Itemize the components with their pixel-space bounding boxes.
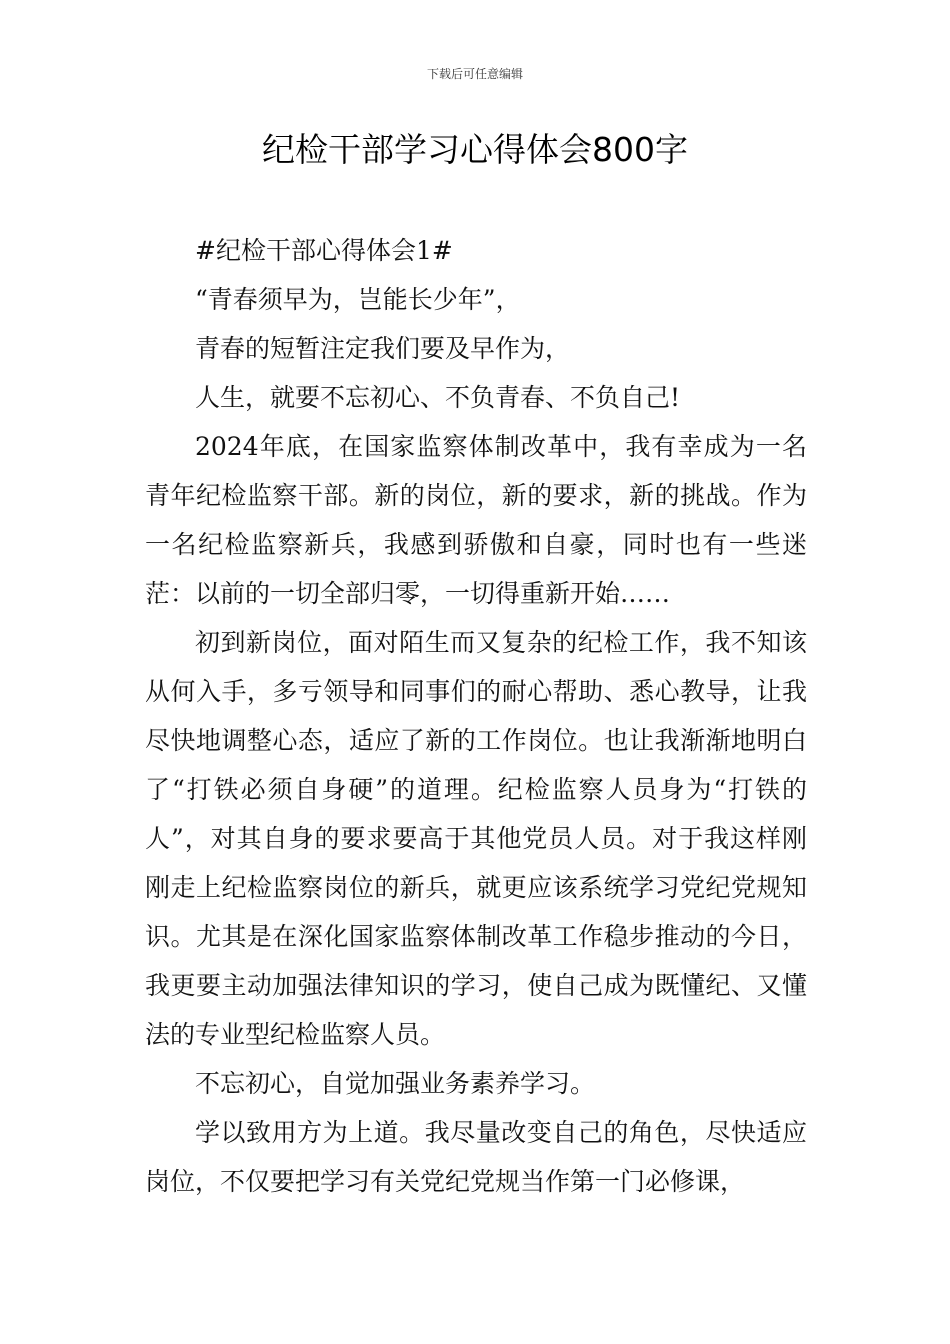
paragraph: 2024年底，在国家监察体制改革中，我有幸成为一名青年纪检监察干部。新的岗位，新的要求，新的挑战。作为一名纪检监察新兵，我感到骄傲和自豪，同时也有一些迷茫：以前的一切全部归零，一切得重新开始……	[145, 432, 807, 608]
paragraph: 青春的短暂注定我们要及早作为，	[195, 334, 571, 363]
document-title: 纪检干部学习心得体会800字	[262, 130, 688, 169]
document-body	[145, 226, 807, 1206]
paragraph: 人生，就要不忘初心、不负青春、不负自己!	[195, 383, 681, 412]
section-heading: #纪检干部心得体会1#	[195, 236, 453, 265]
header-note: 下载后可任意编辑	[426, 67, 523, 81]
paragraph: 初到新岗位，面对陌生而又复杂的纪检工作，我不知该从何入手，多亏领导和同事们的耐心帮助、悉心教导，让我尽快地调整心态，适应了新的工作岗位。也让我渐渐地明白了“打铁必须自身硬”的道理。纪检监察人员身为“打铁的人”，对其自身的要求要高于其他党员人员。对于我这样刚刚走上纪检监察岗位的新兵，就更应该系统学习党纪党规知识。尤其是在深化国家监察体制改革工作稳步推动的今日，我更要主动加强法律知识的学习，使自己成为既懂纪、又懂法的专业型纪检监察人员。	[145, 628, 807, 1049]
paragraph: 不忘初心，自觉加强业务素养学习。	[195, 1069, 596, 1098]
paragraph: “青春须早为，岂能长少年”，	[195, 285, 521, 314]
paragraph: 学以致用方为上道。我尽量改变自己的角色，尽快适应岗位，不仅要把学习有关党纪党规当作第一门必修课，	[145, 1118, 807, 1196]
